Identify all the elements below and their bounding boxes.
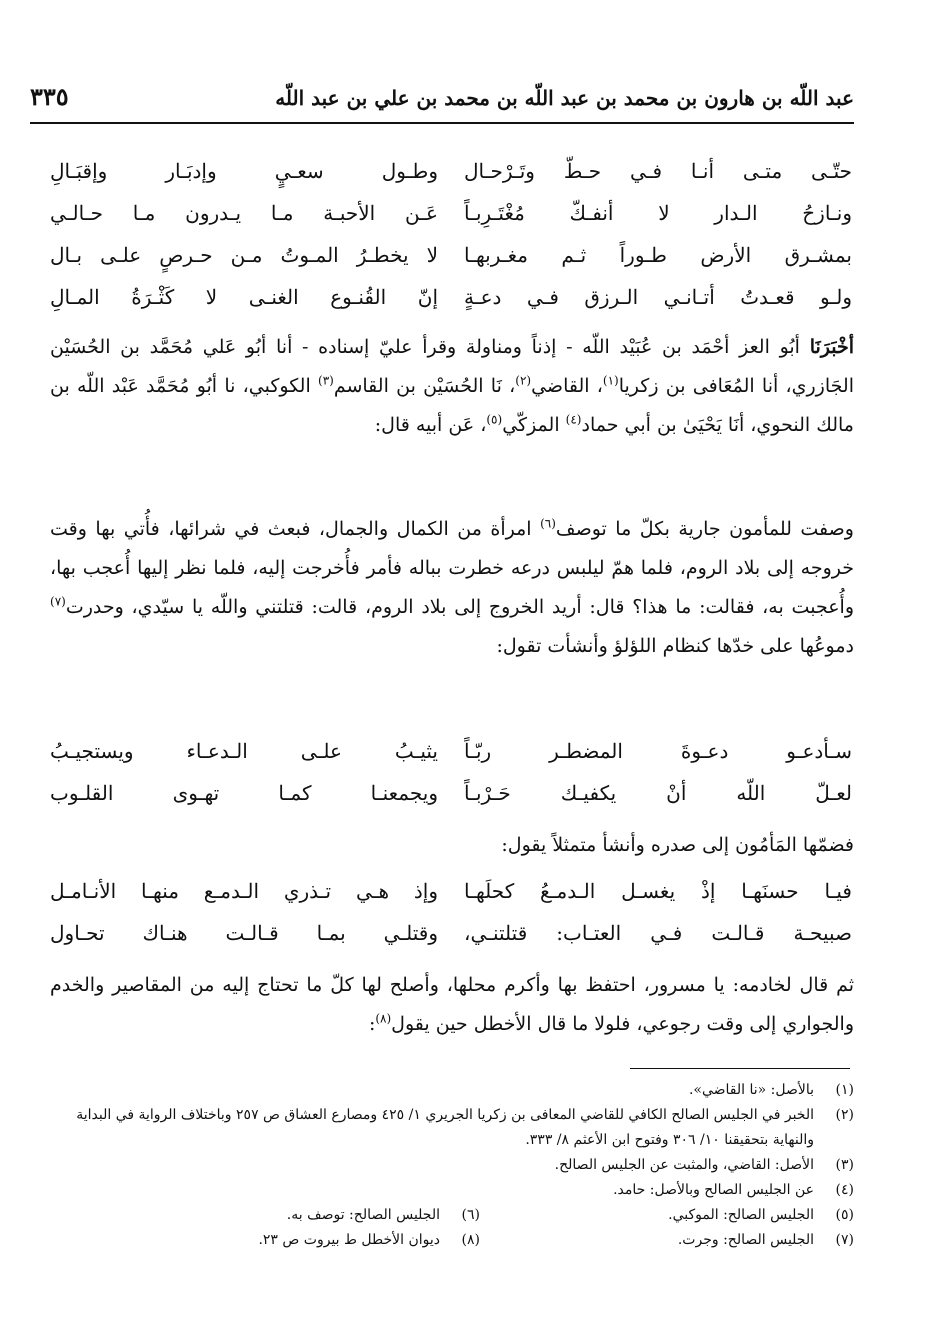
verse-second-hemistich: وإذ هـي تـذري الـدمـع منهـا الأنـامـل (50, 879, 438, 903)
closing-text: ثم قال لخادمه: يا مسرور، احتفظ بها وأكرم محلها، وأصلح لها كلّ ما تحتاج إليه من المقاصير والخدم والجواري إلى وقت رجوعي، فلولا ما قال الأخطل حين يقول (50, 974, 854, 1035)
verse-second-hemistich: ويجمعنـا كمـا تهـوى القلـوب (50, 781, 438, 805)
footnote-row (50, 1203, 854, 1228)
akhbarana-keyword: أخْبَرَنَا (809, 336, 855, 358)
footnote-number: (٧) (835, 1232, 854, 1248)
isnad-paragraph (50, 328, 854, 445)
poem-3-lead: فضمّها المَأمُون إلى صدره وأنشأ متمثلاً يقول: (501, 834, 854, 856)
footnote-6 (50, 1203, 480, 1228)
verse-second-hemistich: عَـن الأحبـة مـا يـدرون مـا حـالـي (50, 201, 438, 225)
verse-line (50, 772, 852, 814)
poem-1 (50, 150, 852, 318)
footnote-number: (٣) (835, 1157, 854, 1173)
footnote-marker: (٢) (515, 373, 532, 388)
isnad-text: المزكّي (502, 414, 566, 436)
footnote-number: (٥) (835, 1207, 854, 1223)
header-divider (30, 122, 854, 124)
verse-first-hemistich: صبيحـة قـالـت فـي العتـاب: قتلتنـي، (464, 921, 852, 945)
footnote-5 (424, 1203, 854, 1228)
footnote-text: الجليس الصالح: وجرت. (677, 1232, 814, 1248)
closing-paragraph (50, 966, 854, 1044)
verse-line (50, 730, 852, 772)
isnad-text: أبُو العز أحْمَد بن عُبَيْد اللّه - إذناً ومناولة وقرأ عليّ إسناده - أنا أبُو عَلي مُحَمَّد بن الحُسَيْن الجَازري، أنا المُعَافى بن زكريا (50, 336, 854, 397)
footnote-text: الأصل: القاضي، والمثبت عن الجليس الصالح. (554, 1157, 814, 1173)
verse-second-hemistich: وقتلـي بمـا قـالـت هنـاك تحـاول (50, 921, 438, 945)
closing-text: : (368, 1013, 376, 1035)
isnad-text: ، نَا الحُسَيْن بن القاسم (333, 375, 516, 397)
footnote-text: الجليس الصالح: توصف به. (286, 1207, 440, 1223)
footnote-number: (١) (835, 1082, 854, 1098)
footnote-8 (50, 1228, 480, 1253)
verse-second-hemistich: وطـول سعـيٍ وإدبَـار وإقبَـالِ (50, 159, 438, 183)
verse-second-hemistich: يثيـبُ علـى الـدعـاء ويستجيـبُ (50, 739, 438, 763)
verse-first-hemistich: حتّـى متـى أنـا فـي حـطّ وتَـرْحـال (464, 159, 852, 183)
narrative-text: امرأة من الكمال والجمال، فبعث في شرائها، فأُتي بها وقت خروجه إلى بلاد الروم، فلما همّ ليلبس درعه خطرت بباله فأمر فأُخرجت إليه، فلما نظر إليها أُعجب بها، وأُعجبت به، فقالت: ما هذا؟ قال: أريد الخروج إلى بلاد الروم، قالت: قتلتني واللّه يا سيّدي، وحدرت (50, 518, 854, 618)
verse-first-hemistich: بمشـرق الأرض طـوراً ثـم مغـربهـا (464, 243, 852, 267)
isnad-text: ، عَن أبيه قال: (374, 414, 487, 436)
footnote-marker: (٤) (565, 412, 582, 427)
footnote-text: الجليس الصالح: الموكبي. (668, 1207, 814, 1223)
verse-second-hemistich: إنّ القُنـوع الغنـى لا كَثْـرَةُ المـالِ (50, 285, 438, 309)
footnote-text: عن الجليس الصالح وبالأصل: حامد. (613, 1182, 814, 1198)
page-header (30, 80, 854, 120)
footnote-marker: (١) (602, 373, 619, 388)
verse-line (50, 870, 852, 912)
footnote-number: (٢) (835, 1107, 854, 1123)
footnote-number: (٦) (461, 1207, 480, 1223)
footnote-marker: (٦) (540, 516, 556, 531)
footnote-text: بالأصل: «نا القاضي». (688, 1082, 814, 1098)
footnote-marker: (٥) (486, 412, 503, 427)
footnote-marker: (٧) (50, 594, 66, 609)
verse-second-hemistich: لا يخطـرُ المـوتُ مـن حـرصٍ علـى بـال (50, 243, 438, 267)
verse-first-hemistich: لعـلّ اللّه أنْ يكفيـك حَـرْبـاً (464, 781, 852, 805)
page-number: ٣٣٥ (30, 82, 69, 111)
verse-first-hemistich: سـأدعـو دعـوةَ المضطـر ربّـاً (464, 739, 852, 763)
poem-2 (50, 730, 852, 814)
footnote-4 (50, 1178, 854, 1203)
verse-first-hemistich: ونـازحُ الـدار لا أنفـكّ مُغْتَـرِبـاً (464, 201, 852, 225)
footnote-marker: (٨) (375, 1011, 392, 1026)
footnote-7 (424, 1228, 854, 1253)
footnote-divider (630, 1068, 850, 1069)
footnote-2 (50, 1103, 854, 1153)
running-title: عبد اللّه بن هارون بن محمد بن عبد اللّه بن محمد بن علي بن عبد اللّه (275, 86, 854, 110)
narrative-paragraph (50, 510, 854, 666)
footnote-number: (٤) (835, 1182, 854, 1198)
footnote-row (50, 1228, 854, 1253)
footnote-marker: (٣) (318, 373, 334, 388)
isnad-text: ، القاضي (531, 375, 603, 397)
footnote-number: (٨) (461, 1232, 480, 1248)
verse-first-hemistich: ولـو قعـدتُ أتـانـي الـرزق فـي دعـةٍ (464, 285, 852, 309)
verse-line (50, 276, 852, 318)
verse-first-hemistich: فيـا حسنَهـا إذْ يغسـل الـدمـعُ كحلَهـا (464, 879, 852, 903)
verse-line (50, 912, 852, 954)
poem-3 (50, 870, 852, 954)
verse-line (50, 150, 852, 192)
verse-line (50, 234, 852, 276)
verse-line (50, 192, 852, 234)
narrative-text: وصفت للمأمون جارية بكلّ ما توصف (555, 518, 854, 540)
footnote-1 (50, 1078, 854, 1103)
footnotes (50, 1078, 854, 1253)
narrative-text: دموعُها على خدّها كنظام اللؤلؤ وأنشأت تقول: (496, 635, 854, 657)
isnad-text: الكوكبي، نا أبُو مُحَمَّد عَبْد اللّه بن مالك النحوي، أنَا يَحْيَىٰ بن أبي حماد (50, 375, 854, 436)
footnote-text: ديوان الأخطل ط بيروت ص ٢٣. (258, 1232, 440, 1248)
footnote-text: الخبر في الجليس الصالح الكافي للقاضي المعافى بن زكريا الجريري ١/ ٤٢٥ ومصارع العشاق ص ٢٥٧ وباختلاف الرواية في البداية والنهاية بتحقيقنا ١٠/ ٣٠٦ وفتوح ابن الأعثم ٨/ ٣٣٣. (76, 1107, 814, 1148)
footnote-3 (50, 1153, 854, 1178)
